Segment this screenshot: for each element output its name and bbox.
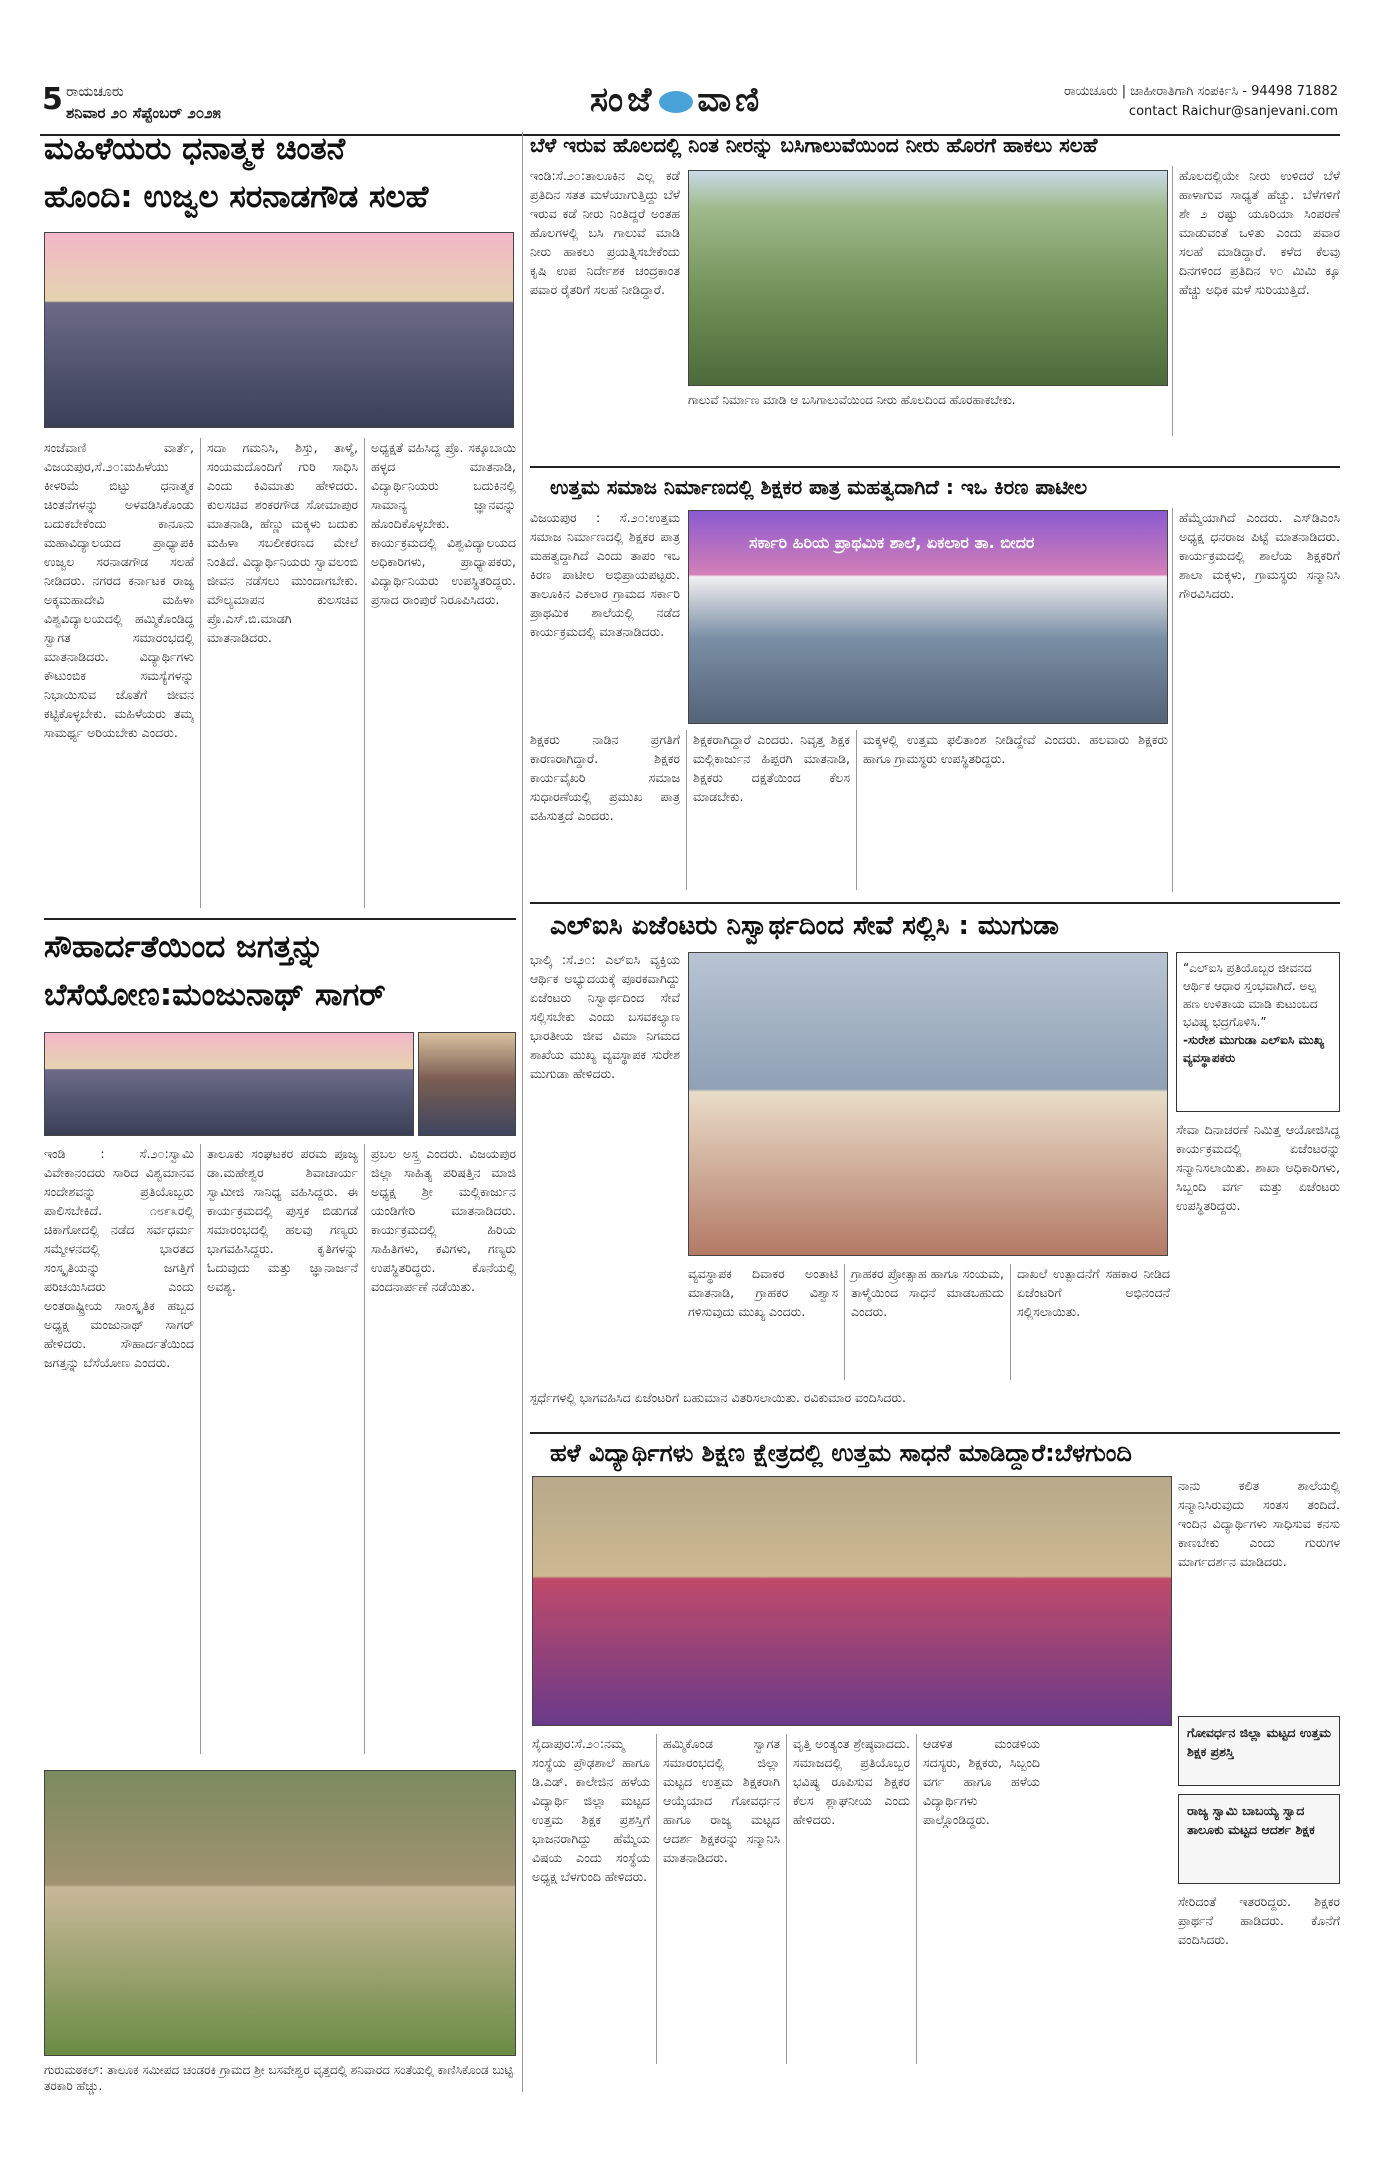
masthead — [590, 80, 763, 120]
story4-headline: ಉತ್ತಮ ಸಮಾಜ ನಿರ್ಮಾಣದಲ್ಲಿ ಶಿಕ್ಷಕರ ಪಾತ್ರ ಮಹತ್ವದಾಗಿದೆ : ಇಒ ಕಿರಣ ಪಾಟೀಲ — [550, 475, 1088, 499]
school-banner: ಸರ್ಕಾರಿ ಹಿರಿಯ ಪ್ರಾಥಮಿಕ ಶಾಲೆ, ಏಕಲಾರ ತಾ. ಬೀದರ — [749, 533, 1035, 552]
story3-right-text: ಹೊಲದಲ್ಲಿಯೇ ನೀರು ಉಳಿದರೆ ಬೆಳೆ ಹಾಳಾಗುವ ಸಾಧ್ಯತೆ ಹೆಚ್ಚು. ಬೆಳೆಗಳಿಗೆ ಶೇ ೨ ರಷ್ಟು ಯೂರಿಯಾ ಸಿಂಪರಣೆ ಮಾಡುವಂತೆ ಒಳಿತು ಎಂದು ಪವಾರ ಸಲಹೆ ಮಾಡಿದ್ದಾರೆ. ಕಳೆದ ಕೆಲವು ದಿನಗಳಿಂದ ಪ್ರತಿದಿನ ೪೦ ಮಿಮಿ ಕ್ಕೂ ಹೆಚ್ಚು ಅಧಿಕ ಮಳೆ ಸುರಿಯುತ್ತಿದೆ. — [1172, 166, 1340, 436]
story6-col5: ಸೇರಿದಂತೆ ಇತರರಿದ್ದರು. ಶಿಕ್ಷಕರ ಪ್ರಾರ್ಥನೆ ಹಾಡಿದರು. ಕೊನೆಗೆ ವಂದಿಸಿದರು. — [1178, 1894, 1340, 1947]
story6-right-text: ನಾನು ಕಲಿತ ಶಾಲೆಯಲ್ಲಿ ಸನ್ಮಾನಿಸಿರುವುದು ಸಂತಸ ತಂದಿದೆ. ಇಂದಿನ ವಿದ್ಯಾರ್ಥಿಗಳು ಸಾಧಿಸುವ ಕನಸು ಕಾಣಬೇಕು ಎಂದು ಗುರುಗಳ ಮಾರ್ಗದರ್ಶನ ಮಾಡಿದರು. — [1178, 1478, 1340, 1569]
story2-headline-2: ಬೆಸೆಯೋಣ:ಮಂಜುನಾಥ್ ಸಾಗರ್ — [44, 977, 386, 1013]
story1-col1: ಸಂಜೆವಾಣಿ ವಾರ್ತೆ, ವಿಜಯಪುರ,ಸೆ.೨೦:ಮಹಿಳೆಯು ಕೀಳರಿಮೆ ಬಿಟ್ಟು ಧನಾತ್ಮಕ ಚಿಂತನೆಗಳನ್ನು ಅಳವಡಿಸಿಕೊಂಡು ಬದುಕಬೇಕೆಂದು ಕಾನೂನು ಮಹಾವಿದ್ಯಾಲಯದ ಪ್ರಾಧ್ಯಾಪಕಿ ಉಜ್ವಲ ಸರನಾಡಗೌಡ ಸಲಹೆ ನೀಡಿದರು. ನಗರದ ಕರ್ನಾಟಕ ರಾಜ್ಯ ಅಕ್ಕಮಹಾದೇವಿ ಮಹಿಳಾ ವಿಶ್ವವಿದ್ಯಾಲಯದಲ್ಲಿ ಹಮ್ಮಿಕೊಂಡಿದ್ದ ಸ್ವಾಗತ ಸಮಾರಂಭದಲ್ಲಿ ಮಾತನಾಡಿದರು. ವಿದ್ಯಾರ್ಥಿಗಳು ಕೌಟುಂಬಿಕ ಸಮಸ್ಯೆಗಳನ್ನು ನಿಭಾಯಿಸುವ ಜೊತೆಗೆ ಜೀವನ ಕಟ್ಟಿಕೊಳ್ಳಬೇಕು. ಮಹಿಳೆಯರು ತಮ್ಮ ಸಾಮರ್ಥ್ಯ ಅರಿಯಬೇಕು ಎಂದರು. — [44, 440, 194, 740]
story6-award-box — [1178, 1716, 1340, 1786]
divider — [530, 1432, 1340, 1434]
edition-label: ರಾಯಚೂರು — [66, 84, 124, 100]
story3-caption: ಗಾಲುವೆ ನಿರ್ಮಾಣ ಮಾಡಿ ಆ ಬಸಿಗಾಲುವೆಯಿಂದ ನೀರು ಹೊಲದಿಂದ ಹೊರಹಾಕಬೇಕು. — [688, 393, 1016, 407]
story5-quote-author: -ಸುರೇಶ ಮುಗುಡಾ ಎಲ್‌ಐಸಿ ಮುಖ್ಯ ವ್ಯವಸ್ಥಾಪಕರು — [1183, 1033, 1325, 1065]
story5-right-text: ಸೇವಾ ದಿನಾಚರಣೆ ನಿಮಿತ್ತ ಆಯೋಜಿಸಿದ್ದ ಕಾರ್ಯಕ್ರಮದಲ್ಲಿ ಏಜೆಂಟರನ್ನು ಸನ್ಮಾನಿಸಲಾಯಿತು. ಶಾಖಾ ಅಧಿಕಾರಿಗಳು, ಸಿಬ್ಬಂದಿ ವರ್ಗ ಮತ್ತು ಏಜೆಂಟರು ಉಪಸ್ಥಿತರಿದ್ದರು. — [1176, 1122, 1340, 1213]
story2-col2: ತಾಲೂಕು ಸಂಘಟಕರ ಪರಮ ಪೂಜ್ಯ ಡಾ.ಮಹೇಶ್ವರ ಶಿವಾಚಾರ್ಯ ಸ್ವಾಮೀಜಿ ಸಾನಿಧ್ಯ ವಹಿಸಿದ್ದರು. ಈ ಕಾರ್ಯಕ್ರಮದಲ್ಲಿ ಪುಸ್ತಕ ಬಿಡುಗಡೆ ಸಮಾರಂಭದಲ್ಲಿ ಹಲವು ಗಣ್ಯರು ಭಾಗವಹಿಸಿದ್ದರು. ಕೃತಿಗಳನ್ನು ಓದುವುದು ಮತ್ತು ಜ್ಞಾನಾರ್ಜನೆ ಅವಶ್ಯ. — [200, 1144, 358, 1754]
story6-photo — [532, 1476, 1172, 1726]
market-photo — [44, 1770, 516, 2056]
divider — [530, 466, 1340, 468]
story5-below-col3: ದಾಖಲೆ ಉತ್ಪಾದನೆಗೆ ಸಹಕಾರ ನೀಡಿದ ಏಜೆಂಟರಿಗೆ ಅಭಿನಂದನೆ ಸಲ್ಲಿಸಲಾಯಿತು. — [1010, 1264, 1170, 1380]
story6-col2: ಹಮ್ಮಿಕೊಂಡ ಸ್ವಾಗತ ಸಮಾರಂಭದಲ್ಲಿ ಜಿಲ್ಲಾ ಮಟ್ಟದ ಉತ್ತಮ ಶಿಕ್ಷಕರಾಗಿ ಆಯ್ಕೆಯಾದ ಗೋವರ್ಧನ ಹಾಗೂ ರಾಜ್ಯ ಮಟ್ಟದ ಆದರ್ಶ ಶಿಕ್ಷಕರನ್ನು ಸನ್ಮಾನಿಸಿ ಮಾತನಾಡಿದರು. — [656, 1734, 780, 2064]
story6-award-box-2 — [1178, 1794, 1340, 1884]
column-divider — [522, 132, 523, 2092]
story1-photo — [44, 232, 514, 428]
masthead-left: ಸಂಜೆ — [590, 80, 656, 120]
divider — [530, 902, 1340, 904]
issue-date: ಶನಿವಾರ ೨೦ ಸೆಪ್ಟೆಂಬರ್ ೨೦೨೫ — [66, 104, 221, 122]
story5-quote: “ಎಲ್‌ಐಸಿ ಪ್ರತಿಯೊಬ್ಬರ ಜೀವನದ ಆರ್ಥಿಕ ಆಧಾರ ಸ್ತಂಭವಾಗಿದೆ. ಅಲ್ಪ ಹಣ ಉಳಿತಾಯ ಮಾಡಿ ಕುಟುಂಬದ ಭವಿಷ್ಯ ಭದ್ರಗೊಳಿಸಿ.” — [1183, 961, 1318, 1029]
globe-logo-icon — [659, 91, 693, 113]
story5-left-text: ಭಾಲ್ಕಿ :ಸೆ.೨೦: ಎಲ್‌ಐಸಿ ವ್ಯಕ್ತಿಯ ಆರ್ಥಿಕ ಅಭ್ಯುದಯಕ್ಕೆ ಪೂರಕವಾಗಿದ್ದು ಏಜೆಂಟರು ನಿಸ್ವಾರ್ಥದಿಂದ ಸೇವೆ ಸಲ್ಲಿಸಬೇಕು ಎಂದು ಬಸವಕಲ್ಯಾಣ ಭಾರತೀಯ ಜೀವ ವಿಮಾ ನಿಗಮದ ಶಾಖೆಯ ಮುಖ್ಯ ವ್ಯವಸ್ಥಾಪಕ ಸುರೇಶ ಮುಗುಡಾ ಹೇಳಿದರು. — [530, 952, 680, 1081]
advert-contact: ರಾಯಚೂರು | ಜಾಹೀರಾತಿಗಾಗಿ ಸಂಪರ್ಕಿಸಿ - 94498 71882 — [1064, 84, 1338, 99]
story5-quote-box — [1176, 952, 1340, 1112]
email-contact: contact Raichur@sanjevani.com — [1128, 104, 1338, 119]
story6-col1: ಸೈದಾಪುರ:ಸೆ.೨೦:ನಮ್ಮ ಸಂಸ್ಥೆಯ ಪ್ರೌಢಶಾಲೆ ಹಾಗೂ ಡಿ.ಎಡ್. ಕಾಲೇಜಿನ ಹಳೆಯ ವಿದ್ಯಾರ್ಥಿ ಜಿಲ್ಲಾ ಮಟ್ಟದ ಉತ್ತಮ ಶಿಕ್ಷಕ ಪ್ರಶಸ್ತಿಗೆ ಭಾಜನರಾಗಿದ್ದು ಹೆಮ್ಮೆಯ ವಿಷಯ ಎಂದು ಸಂಸ್ಥೆಯ ಅಧ್ಯಕ್ಷ ಬೆಳಗುಂದಿ ಹೇಳಿದರು. — [532, 1736, 650, 1884]
divider — [44, 918, 516, 920]
story4-right-text: ಹೆಮ್ಮೆಯಾಗಿದೆ ಎಂದರು. ಎಸ್‌ಡಿಎಂಸಿ ಅಧ್ಯಕ್ಷ ಧನರಾಜ ಪಿಟ್ಟೆ ಮಾತನಾಡಿದರು. ಕಾರ್ಯಕ್ರಮದಲ್ಲಿ ಶಾಲೆಯ ಶಿಕ್ಷಕರಿಗೆ ಶಾಲಾ ಮಕ್ಕಳು, ಗ್ರಾಮಸ್ಥರು ಸನ್ಮಾನಿಸಿ ಗೌರವಿಸಿದರು. — [1172, 508, 1340, 892]
story6-headline: ಹಳೆ ವಿದ್ಯಾರ್ಥಿಗಳು ಶಿಕ್ಷಣ ಕ್ಷೇತ್ರದಲ್ಲಿ ಉತ್ತಮ ಸಾಧನೆ ಮಾಡಿದ್ದಾರೆ:ಬೆಳಗುಂದಿ — [550, 1439, 1132, 1467]
story6-box-title: ಗೋವರ್ಧನ ಜಿಲ್ಲಾ ಮಟ್ಟದ ಉತ್ತಮ ಶಿಕ್ಷಕ ಪ್ರಶಸ್ತಿ — [1187, 1725, 1331, 1759]
story5-below-col1: ವ್ಯವಸ್ಥಾಪಕ ದಿವಾಕರ ಅಂತಾಟಿ ಮಾತನಾಡಿ, ಗ್ರಾಹಕರ ವಿಶ್ವಾಸ ಗಳಿಸುವುದು ಮುಖ್ಯ ಎಂದರು. — [688, 1266, 838, 1319]
story5-below-col4: ಸ್ಪರ್ಧೆಗಳಲ್ಲಿ ಭಾಗವಹಿಸಿದ ಏಜೆಂಟರಿಗೆ ಬಹುಮಾನ ವಿತರಿಸಲಾಯಿತು. ರವಿಕುಮಾರ ವಂದಿಸಿದರು. — [530, 1390, 906, 1405]
story3-left-text: ಇಂಡಿ:ಸೆ.೨೦:ತಾಲೂಕಿನ ಎಲ್ಲ ಕಡೆ ಪ್ರತಿದಿನ ಸತತ ಮಳೆಯಾಗುತ್ತಿದ್ದು ಬೆಳೆ ಇರುವ ಕಡೆ ನೀರು ನಿಂತಿದ್ದರೆ ಅಂತಹ ಹೊಲಗಳಲ್ಲಿ ಬಸಿ ಗಾಲುವೆ ಮಾಡಿ ನೀರು ಹಾಕಲು ಪ್ರಯತ್ನಿಸಬೇಕೆಂದು ಕೃಷಿ ಉಪ ನಿರ್ದೇಶಕ ಚಂದ್ರಕಾಂತ ಪವಾರ ರೈತರಿಗೆ ಸಲಹೆ ನೀಡಿದ್ದಾರೆ. — [530, 168, 680, 297]
story5-photo — [688, 952, 1168, 1256]
story4-photo — [688, 510, 1168, 724]
story1-col2: ಸದಾ ಗಮನಿಸಿ, ಶಿಸ್ತು, ತಾಳ್ಮೆ, ಸಂಯಮದೊಂದಿಗೆ ಗುರಿ ಸಾಧಿಸಿ ಎಂದು ಕಿವಿಮಾತು ಹೇಳಿದರು. ಕುಲಸಚಿವ ಶಂಕರಗೌಡ ಸೋಮಾಪುರ ಮಾತನಾಡಿ, ಹೆಣ್ಣು ಮಕ್ಕಳು ಬದುಕು ಮಹಿಳಾ ಸಬಲೀಕರಣದ ಮೇಲೆ ನಿಂತಿದೆ. ವಿದ್ಯಾರ್ಥಿನಿಯರು ಸ್ವಾವಲಂಬಿ ಜೀವನ ನಡೆಸಲು ಮುಂದಾಗಬೇಕು. ಮೌಲ್ಯಮಾಪನ ಕುಲಸಚಿವ ಪ್ರೊ.ಎಸ್.ಬಿ.ಮಾಡಗಿ ಮಾತನಾಡಿದರು. — [200, 438, 358, 908]
page-number: 5 — [42, 82, 63, 117]
story3-headline: ಬೆಳೆ ಇರುವ ಹೊಲದಲ್ಲಿ ನಿಂತ ನೀರನ್ನು ಬಸಿಗಾಲುವೆಯಿಂದ ನೀರು ಹೊರಗೆ ಹಾಕಲು ಸಲಹೆ — [530, 133, 1098, 157]
story4-below-col3: ಮಕ್ಕಳಲ್ಲಿ ಉತ್ತಮ ಫಲಿತಾಂಶ ನೀಡಿದ್ದೇವೆ ಎಂದರು. ಹಲವಾರು ಶಿಕ್ಷಕರು ಹಾಗೂ ಗ್ರಾಮಸ್ಥರು ಉಪಸ್ಥಿತರಿದ್ದರು. — [856, 730, 1168, 890]
story4-below-col2: ಶಿಕ್ಷಕರಾಗಿದ್ದಾರೆ ಎಂದರು. ನಿವೃತ್ತ ಶಿಕ್ಷಕ ಮಲ್ಲಿಕಾರ್ಜುನ ಹಿಪ್ಪರಗಿ ಮಾತನಾಡಿ, ಶಿಕ್ಷಕರು ದಕ್ಷತೆಯಿಂದ ಕೆಲಸ ಮಾಡಬೇಕು. — [686, 730, 850, 890]
story6-col4: ಆಡಳಿತ ಮಂಡಳಿಯ ಸದಸ್ಯರು, ಶಿಕ್ಷಕರು, ಸಿಬ್ಬಂದಿ ವರ್ಗ ಹಾಗೂ ಹಳೆಯ ವಿದ್ಯಾರ್ಥಿಗಳು ಪಾಲ್ಗೊಂಡಿದ್ದರು. — [916, 1734, 1040, 2064]
story5-headline: ಎಲ್‌ಐಸಿ ಏಜೆಂಟರು ನಿಸ್ವಾರ್ಥದಿಂದ ಸೇವೆ ಸಲ್ಲಿಸಿ : ಮುಗುಡಾ — [550, 911, 1059, 941]
story4-below-col1: ಶಿಕ್ಷಕರು ನಾಡಿನ ಪ್ರಗತಿಗೆ ಕಾರಣರಾಗಿದ್ದಾರೆ. ಶಿಕ್ಷಕರ ಕಾರ್ಯವೈಖರಿ ಸಮಾಜ ಸುಧಾರಣೆಯಲ್ಲಿ ಪ್ರಮುಖ ಪಾತ್ರ ವಹಿಸುತ್ತದೆ ಎಂದರು. — [530, 732, 680, 823]
header-contact — [1064, 82, 1338, 122]
masthead-right: ವಾಣಿ — [697, 80, 764, 120]
story2-photo-main — [44, 1032, 414, 1136]
story6-col3: ವೃತ್ತಿ ಅಂತ್ಯಂತ ಶ್ರೇಷ್ಠವಾದದು. ಸಮಾಜದಲ್ಲಿ ಪ್ರತಿಯೊಬ್ಬರ ಭವಿಷ್ಯ ರೂಪಿಸುವ ಶಿಕ್ಷಕರ ಕೆಲಸ ಶ್ಲಾಘನೀಯ ಎಂದು ಹೇಳಿದರು. — [786, 1734, 910, 2064]
story1-col3: ಅಧ್ಯಕ್ಷತೆ ವಹಿಸಿದ್ದ ಪ್ರೊ. ಸಕ್ಕೂಬಾಯಿ ಹಳ್ಳದ ಮಾತನಾಡಿ, ವಿದ್ಯಾರ್ಥಿನಿಯರು ಬದುಕಿನಲ್ಲಿ ಸಾಮಾನ್ಯ ಜ್ಞಾನವನ್ನು ಹೊಂದಿಕೊಳ್ಳಬೇಕು. ಕಾರ್ಯಕ್ರಮದಲ್ಲಿ ವಿಶ್ವವಿದ್ಯಾಲಯದ ಅಧಿಕಾರಿಗಳು, ಪ್ರಾಧ್ಯಾಪಕರು, ವಿದ್ಯಾರ್ಥಿನಿಯರು ಉಪಸ್ಥಿತರಿದ್ದರು. ಪ್ರಸಾದ ರಾಂಪುರೆ ನಿರೂಪಿಸಿದರು. — [364, 438, 516, 908]
story2-headline-1: ಸೌಹಾರ್ದತೆಯಿಂದ ಜಗತ್ತನ್ನು — [44, 929, 324, 965]
story5-below-col2: ಗ್ರಾಹಕರ ಪ್ರೋತ್ಸಾಹ ಹಾಗೂ ಸಂಯಮ, ತಾಳ್ಮೆಯಿಂದ ಸಾಧನೆ ಮಾಡಬಹುದು ಎಂದರು. — [844, 1264, 1004, 1380]
story3-photo — [688, 170, 1168, 386]
story2-col3: ಪ್ರಬಲ ಅಸ್ತ್ರ ಎಂದರು. ವಿಜಯಪುರ ಜಿಲ್ಲಾ ಸಾಹಿತ್ಯ ಪರಿಷತ್ತಿನ ಮಾಜಿ ಅಧ್ಯಕ್ಷ ಶ್ರೀ ಮಲ್ಲಿಕಾರ್ಜುನ ಯಂಡಿಗೇರಿ ಮಾತನಾಡಿದರು. ಕಾರ್ಯಕ್ರಮದಲ್ಲಿ ಹಿರಿಯ ಸಾಹಿತಿಗಳು, ಕವಿಗಳು, ಗಣ್ಯರು ಉಪಸ್ಥಿತರಿದ್ದರು. ಕೊನೆಯಲ್ಲಿ ವಂದನಾರ್ಪಣೆ ನಡೆಯಿತು. — [364, 1144, 516, 1754]
story2-col1: ಇಂಡಿ : ಸೆ.೨೦:ಸ್ವಾಮಿ ವಿವೇಕಾನಂದರು ಸಾರಿದ ವಿಶ್ವಮಾನವ ಸಂದೇಶವನ್ನು ಪ್ರತಿಯೊಬ್ಬರು ಪಾಲಿಸಬೇಕಿದೆ. ೧೮೯೩ರಲ್ಲಿ ಚಿಕಾಗೋದಲ್ಲಿ ನಡೆದ ಸರ್ವಧರ್ಮ ಸಮ್ಮೇಳನದಲ್ಲಿ ಭಾರತದ ಸಂಸ್ಕೃತಿಯನ್ನು ಜಗತ್ತಿಗೆ ಪರಿಚಯಿಸಿದರು ಎಂದು ಅಂತರಾಷ್ಟ್ರೀಯ ಸಾಂಸ್ಕೃತಿಕ ಹಬ್ಬದ ಅಧ್ಯಕ್ಷ ಮಂಜುನಾಥ್ ಸಾಗರ್ ಹೇಳಿದರು. ಸೌಹಾರ್ದತೆಯಿಂದ ಜಗತ್ತನ್ನು ಬೆಸೆಯೋಣ ಎಂದರು. — [44, 1146, 194, 1370]
story6-award-text: ರಾಜ್ಯ ಸ್ವಾಮಿ ಬಾಬಯ್ಯ ಸ್ವಾದ ತಾಲೂಕು ಮಟ್ಟದ ಆದರ್ಶ ಶಿಕ್ಷಕ — [1187, 1803, 1315, 1837]
story1-headline-2: ಹೊಂದಿ: ಉಜ್ವಲ ಸರನಾಡಗೌಡ ಸಲಹೆ — [44, 179, 429, 215]
story1-headline-1: ಮಹಿಳೆಯರು ಧನಾತ್ಮಕ ಚಿಂತನೆ — [44, 131, 346, 167]
market-photo-caption: ಗುರುಮಠಕಲ್: ತಾಲೂಕ ಸಮೀಪದ ಚಂಡರಕಿ ಗ್ರಾಮದ ಶ್ರೀ ಬಸವೇಶ್ವರ ವೃತ್ತದಲ್ಲಿ ಶನಿವಾರದ ಸಂತೆಯಲ್ಲಿ ಕಾಣಿಸಿಕೊಂಡ ಬುಟ್ಟಿ ತರಕಾರಿ ಹೆಚ್ಚು. — [44, 2063, 514, 2093]
story4-left-text: ವಿಜಯಪುರ : ಸೆ.೨೦:ಉತ್ತಮ ಸಮಾಜ ನಿರ್ಮಾಣದಲ್ಲಿ ಶಿಕ್ಷಕರ ಪಾತ್ರ ಮಹತ್ವದ್ದಾಗಿದೆ ಎಂದು ತಾಪಂ ಇಒ ಕಿರಣ ಪಾಟೀಲ ಅಭಿಪ್ರಾಯಪಟ್ಟರು. ತಾಲೂಕಿನ ಎಕಲಾರ ಗ್ರಾಮದ ಸರ್ಕಾರಿ ಪ್ರಾಥಮಿಕ ಶಾಲೆಯಲ್ಲಿ ನಡೆದ ಕಾರ್ಯಕ್ರಮದಲ್ಲಿ ಮಾತನಾಡಿದರು. — [530, 510, 680, 639]
story2-photo-side — [418, 1032, 516, 1136]
